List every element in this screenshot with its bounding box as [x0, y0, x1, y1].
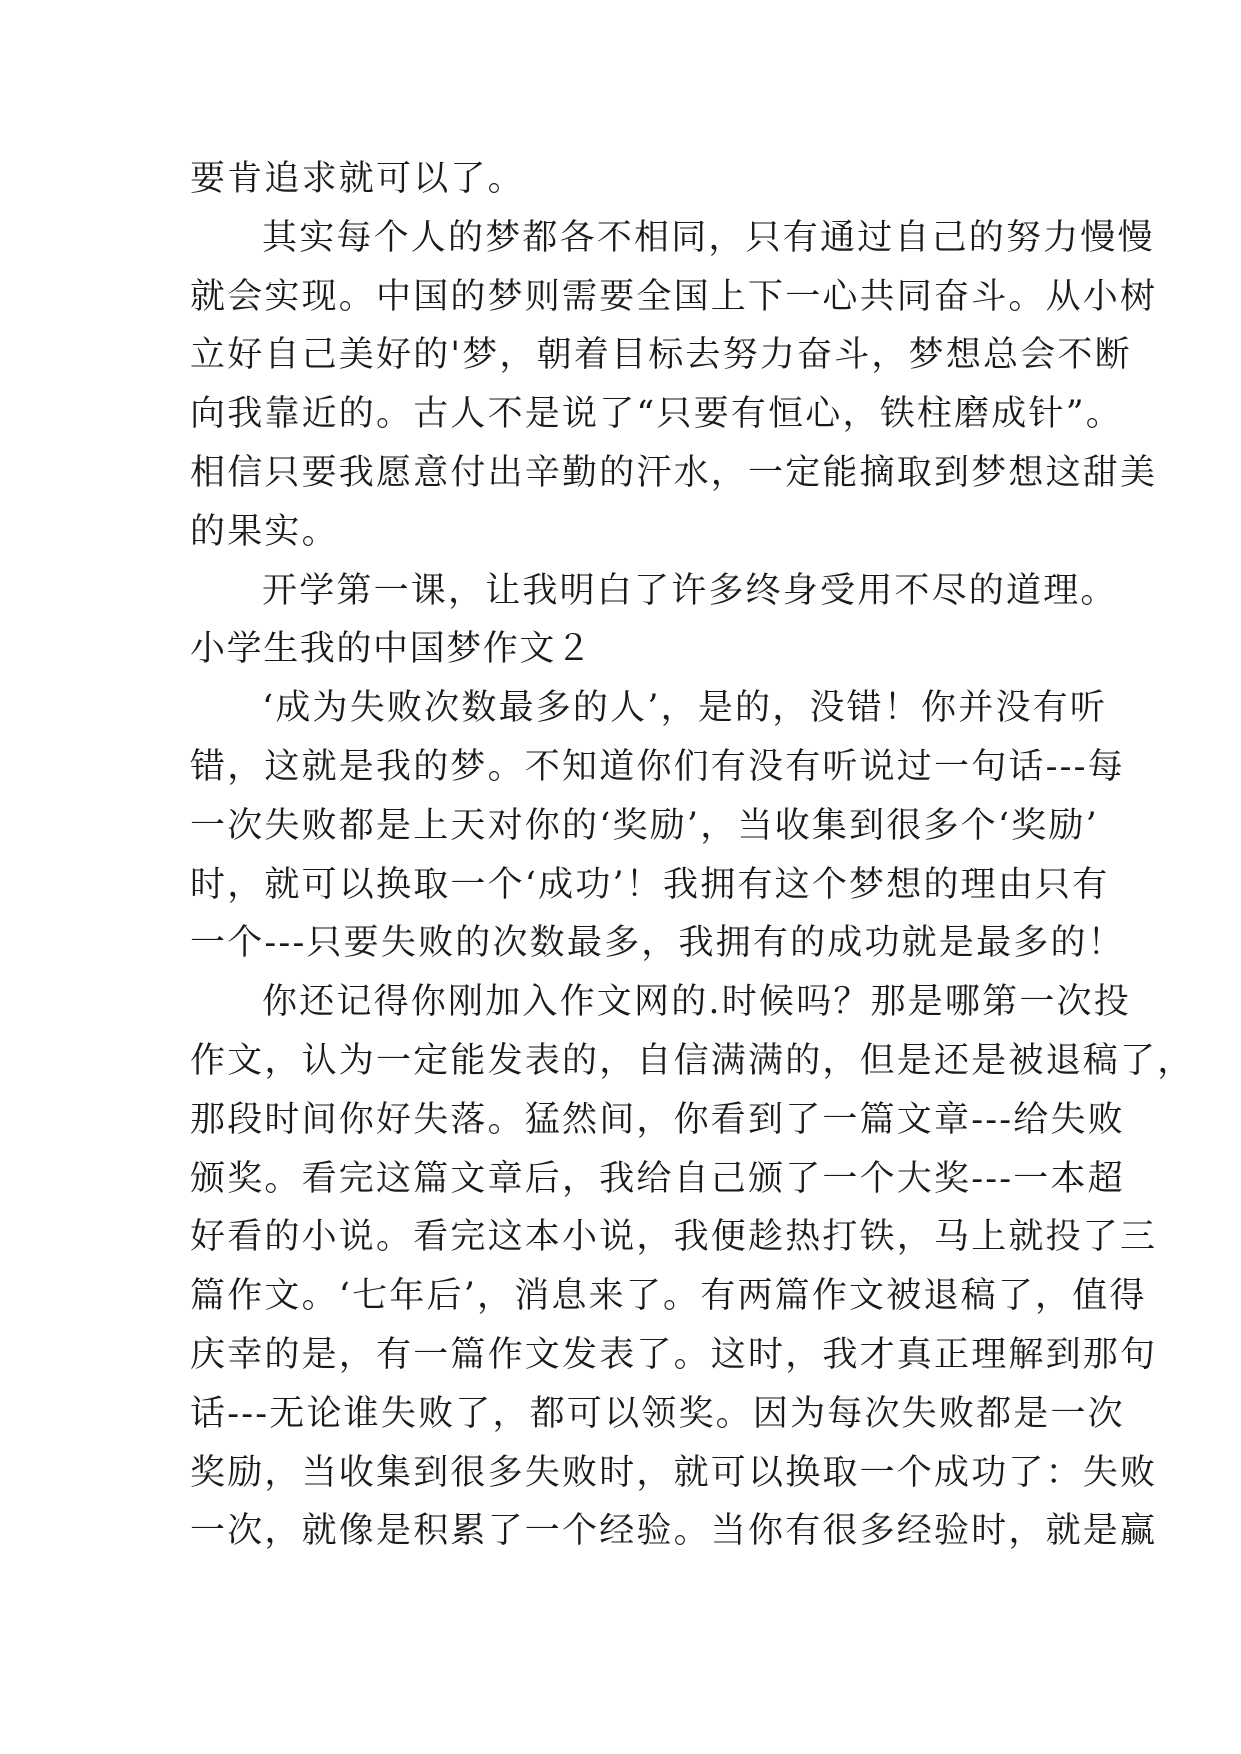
text-line: 一个---只要失败的次数最多，我拥有的成功就是最多的！ — [190, 923, 1125, 964]
text-line: 奖励，当收集到很多失败时，就可以换取一个成功了：失败 — [190, 1452, 1158, 1493]
paragraph-start-line: 开学第一课，让我明白了许多终身受用不尽的道理。 — [262, 570, 1118, 611]
text-line: 相信只要我愿意付出辛勤的汗水，一定能摘取到梦想这甜美 — [190, 452, 1158, 493]
text-line: 颁奖。看完这篇文章后，我给自己颁了一个大奖---一本超 — [190, 1158, 1125, 1199]
text-line: 错，这就是我的梦。不知道你们有没有听说过一句话---每 — [190, 746, 1125, 787]
paragraph-start-line: 你还记得你刚加入作文网的.时候吗？那是哪第一次投 — [262, 982, 1131, 1023]
paragraph-start-line: ‘成为失败次数最多的人’，是的，没错！你并没有听 — [262, 688, 1108, 729]
paragraph-start-line: 其实每个人的梦都各不相同，只有通过自己的努力慢慢 — [262, 217, 1155, 258]
text-line: 时，就可以换取一个‘成功’！我拥有这个梦想的理由只有 — [190, 864, 1110, 905]
text-line: 向我靠近的。古人不是说了“只要有恒心，铁柱磨成针”。 — [190, 394, 1123, 435]
text-line: 就会实现。中国的梦则需要全国上下一心共同奋斗。从小树 — [190, 276, 1158, 317]
text-line: 一次，就像是积累了一个经验。当你有很多经验时，就是赢 — [190, 1511, 1158, 1552]
text-line: 好看的小说。看完这本小说，我便趁热打铁，马上就投了三 — [190, 1217, 1158, 1258]
text-line: 立好自己美好的'梦，朝着目标去努力奋斗，梦想总会不断 — [190, 335, 1132, 376]
text-line: 话---无论谁失败了，都可以领奖。因为每次失败都是一次 — [190, 1393, 1125, 1434]
text-line: 要肯追求就可以了。 — [190, 159, 525, 199]
text-line: 的果实。 — [190, 511, 339, 552]
text-line: 作文，认为一定能发表的，自信满满的，但是还是被退稿了， — [190, 1040, 1195, 1081]
text-line: 篇作文。‘七年后’，消息来了。有两篇作文被退稿了，值得 — [190, 1276, 1147, 1317]
section-heading: 小学生我的中国梦作文２ — [190, 629, 593, 670]
text-line: 庆幸的是，有一篇作文发表了。这时，我才真正理解到那句 — [190, 1334, 1158, 1375]
document-page — [190, 150, 1195, 1561]
text-line: 那段时间你好失落。猛然间，你看到了一篇文章---给失败 — [190, 1099, 1125, 1140]
text-line: 一次失败都是上天对你的‘奖励’，当收集到很多个‘奖励’ — [190, 805, 1099, 846]
